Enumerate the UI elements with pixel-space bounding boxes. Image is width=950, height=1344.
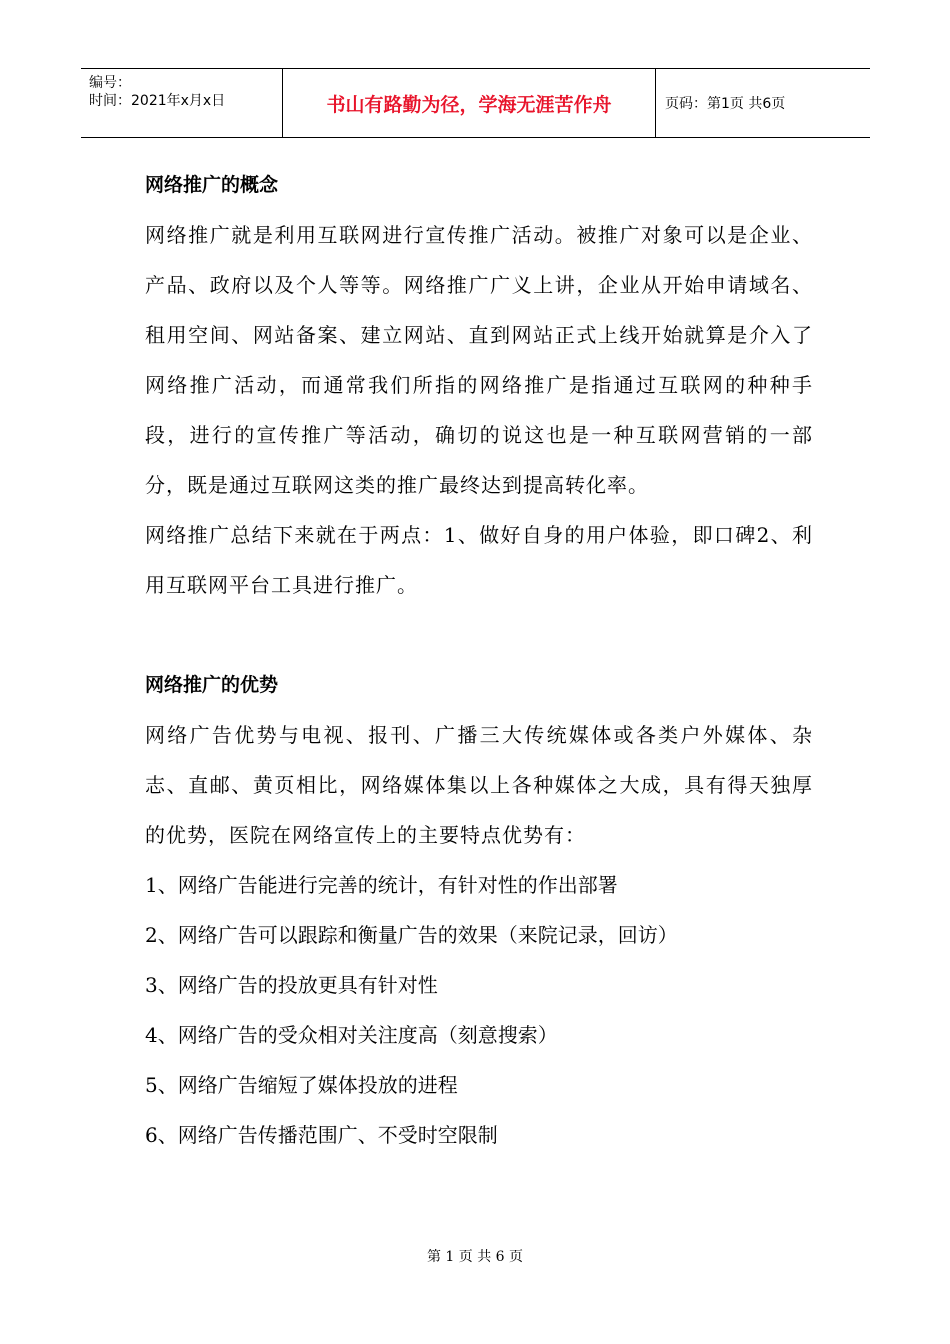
paragraph-concept-definition: 网络推广就是利用互联网进行宣传推广活动。被推广对象可以是企业、产品、政府以及个人等等。网络推广广义上讲，企业从开始申请域名、租用空间、网站备案、建立网站、直到网站正式上线开始就算是介入了网络推广活动，而通常我们所指的网络推广是指通过互联网的种种手段，进行的宣传推广等活动，确切的说这也是一种互联网营销的一部分，既是通过互联网这类的推广最终达到提高转化率。 [145,223,813,497]
page-footer: 第 1 页 共 6 页 [426,1249,524,1265]
list-item: 4、网络广告的受众相对关注度高（刻意搜索） [145,1023,558,1047]
paragraph-advantages-intro: 网络广告优势与电视、报刊、广播三大传统媒体或各类户外媒体、杂志、直邮、黄页相比，网络媒体集以上各种媒体之大成，具有得天独厚的优势，医院在网络宣传上的主要特点优势有： [145,723,813,847]
section-title-concept: 网络推广的概念 [145,174,279,196]
number-label: 编号： [89,75,131,91]
document-header [81,68,870,138]
header-info-cell [81,69,282,137]
list-item: 3、网络广告的投放更具有针对性 [145,973,438,997]
list-item: 6、网络广告传播范围广、不受时空限制 [145,1123,498,1147]
header-motto: 书山有路勤为径，学海无涯苦作舟 [282,69,656,137]
date-label: 时间：2021年x月x日 [89,93,226,109]
section-title-advantages: 网络推广的优势 [145,674,279,696]
paragraph-concept-summary: 网络推广总结下来就在于两点：1、做好自身的用户体验，即口碑2、利用互联网平台工具进行推广。 [145,523,813,597]
document-body [145,160,813,1160]
section-spacer [145,610,813,660]
list-item: 2、网络广告可以跟踪和衡量广告的效果（来院记录，回访） [145,923,678,947]
header-page-info: 页码：第1页 共6页 [665,96,786,112]
list-item: 1、网络广告能进行完善的统计，有针对性的作出部署 [145,873,618,897]
list-item: 5、网络广告缩短了媒体投放的进程 [145,1073,458,1097]
